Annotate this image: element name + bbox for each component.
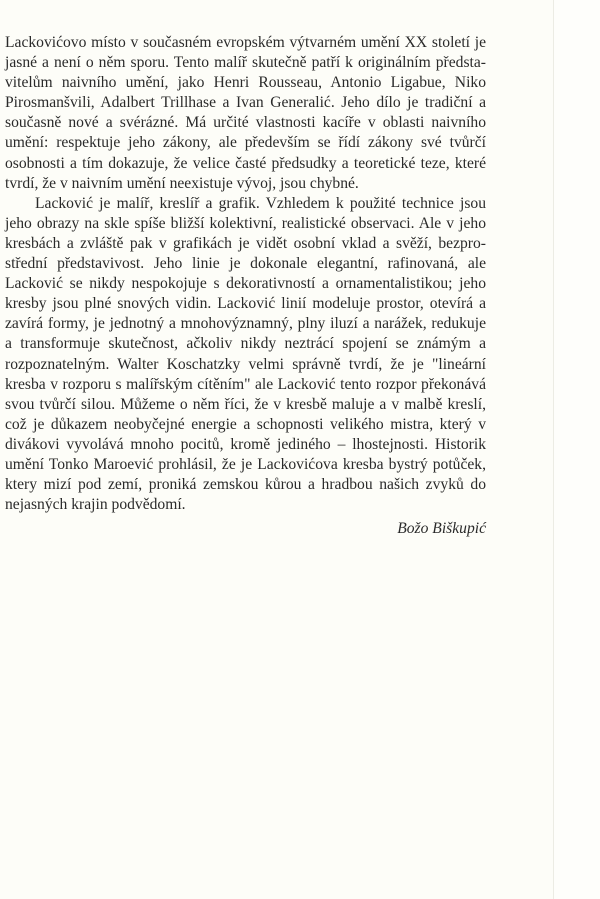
- paragraph-2: Lacković je malíř, kreslíř a grafik. Vzhledem k použité technice jsou jeho obrazy na skle spíše bližší kolektivní, realistické observaci. Ale v jeho kresbách a zvláště pak v grafikách je vidět osobní vklad a svěží, bezprostřední představivost. Jeho linie je dokonale elegantní, rafinovaná, ale Lacković se nikdy nespokojuje s dekorativností a ornamentalistikou; jeho kresby jsou plné snových vidin. Lacković linií modeluje prostor, otevírá a zavírá formy, je jednotný a mnohovýznamný, plny iluzí a narážek, redukuje a transformuje skutečnost, ačkoliv nikdy neztrácí spojení se známým a rozpoznatelným. Walter Koschatzky velmi správně tvrdí, že je "lineární kresba v rozporu s malířským cítěním" ale Lacković tento rozpor překonává svou tvůrčí silou. Můžeme o něm říci, že v kresbě maluje a v malbě kreslí, což je důkazem neobyčejné energie a schopnosti velikého mistra, který v divákovi vyvolává mnoho pocitů, kromě jediného – lhostejnosti. Historik umění Tonko Maroević prohlásil, že je Lackovićova kresba bystrý potůček, ktery mizí pod zemí, proniká zemskou kůrou a hradbou našich zvyků do nejasných krajin podvědomí.: [5, 194, 486, 514]
- author-signature: Božo Biškupić: [397, 520, 486, 537]
- page-margin-right: [554, 0, 600, 899]
- paragraph-1: Lackovićovo místo v současném evropském výtvarném umění XX století je jasné a není o něm sporu. Tento malíř skutečně patří k originálním představitelům naivního umění, jako Henri Rousseau, Antonio Ligabue, Niko Pirosmanšvili, Adalbert Trillhase a Ivan Generalić. Jeho dílo je tradiční a současně nové a svérázné. Má určité vlastnosti kacíře v oblasti naivního umění: respektuje jeho zákony, ale především se řídí zákony své tvůrčí osobnosti a tím dokazuje, že velice časté předsudky a teoretické teze, které tvrdí, že v naivním umění neexistuje vývoj, jsou chybné.: [5, 34, 486, 192]
- article-body: [5, 33, 486, 515]
